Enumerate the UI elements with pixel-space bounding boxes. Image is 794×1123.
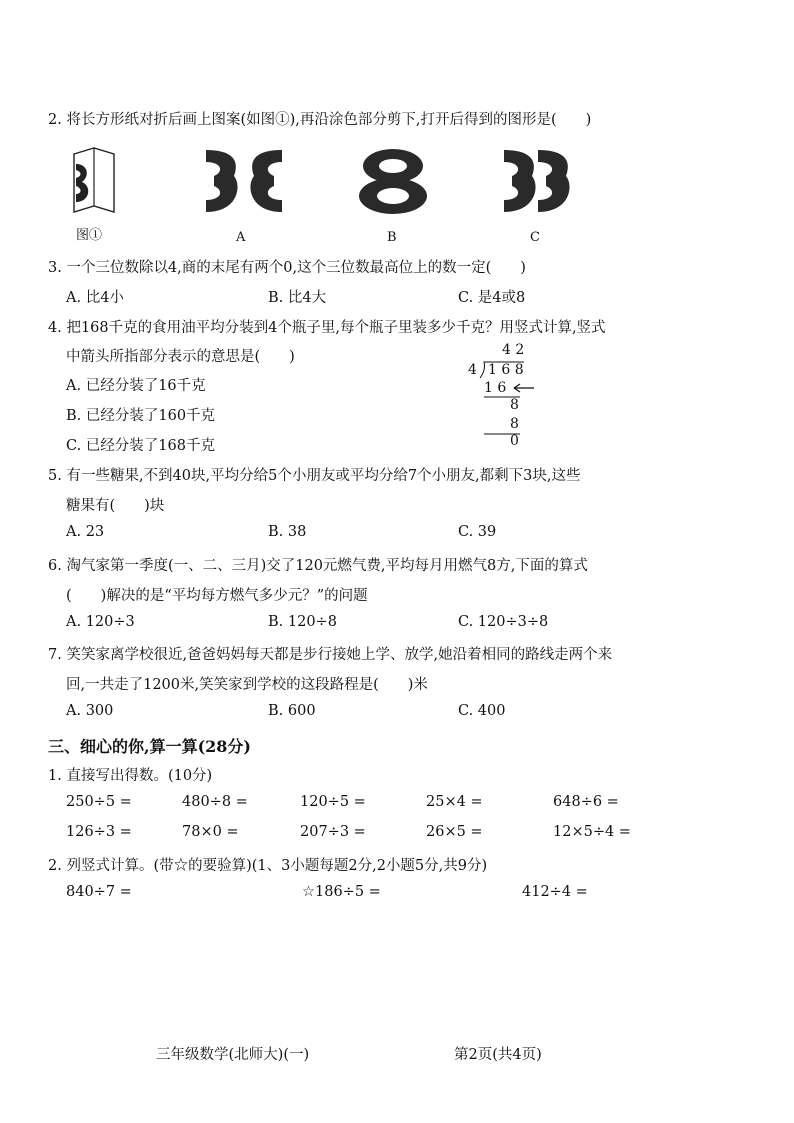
q4-option-b: B. 已经分装了160千克	[66, 408, 216, 424]
calc-item: 25×4 =	[426, 794, 483, 810]
q7-option-a: A. 300	[66, 703, 114, 719]
division-dividend: 1 6 8	[488, 362, 524, 378]
calc-item: 207÷3 =	[300, 824, 366, 840]
q5-stem-line2: 糖果有( )块	[66, 498, 165, 514]
q3-stem: 3. 一个三位数除以4,商的末尾有两个0,这个三位数最高位上的数一定( )	[48, 260, 526, 276]
division-remainder: 0	[510, 433, 519, 449]
q6-option-c: C. 120÷3÷8	[458, 614, 549, 630]
q6-option-a: A. 120÷3	[66, 614, 135, 630]
section3-title: 三、细心的你,算一算(28分)	[48, 737, 251, 756]
q6-stem-line1: 6. 淘气家第一季度(一、二、三月)交了120元燃气费,平均每月用燃气8方,下面的算式	[48, 558, 588, 574]
q6-option-b: B. 120÷8	[268, 614, 337, 630]
calc-item: 648÷6 =	[553, 794, 619, 810]
footer-grade-label: 三年级数学(北师大)(一)	[156, 1047, 310, 1063]
option-c-label: C	[530, 230, 540, 245]
division-divisor: 4	[468, 362, 477, 378]
fig1-label: 图①	[76, 228, 103, 243]
section3-part1-title: 1. 直接写出得数。(10分)	[48, 768, 213, 784]
option-a-shape	[204, 146, 284, 216]
q4-option-a: A. 已经分装了16千克	[66, 378, 206, 394]
q5-option-a: A. 23	[66, 524, 105, 540]
q4-stem-line1: 4. 把168千克的食用油平均分装到4个瓶子里,每个瓶子里装多少千克？用竖式计算,竖式	[48, 320, 606, 336]
footer-page-number: 第2页(共4页)	[454, 1047, 542, 1063]
q5-option-c: C. 39	[458, 524, 497, 540]
section3-part2-title: 2. 列竖式计算。(带☆的要验算)(1、3小题每题2分,2小题5分,共9分)	[48, 858, 488, 874]
vertical-calc-item: 840÷7 =	[66, 884, 132, 900]
calc-item: 78×0 =	[182, 824, 239, 840]
q7-option-b: B. 600	[268, 703, 316, 719]
q5-option-b: B. 38	[268, 524, 307, 540]
long-division	[462, 342, 552, 452]
division-quotient: 4 2	[502, 342, 525, 358]
division-step2: 8	[510, 397, 519, 413]
option-b-label: B	[387, 230, 397, 245]
calc-item: 250÷5 =	[66, 794, 132, 810]
q3-option-b: B. 比4大	[268, 290, 327, 306]
calc-item: 126÷3 =	[66, 824, 132, 840]
q4-option-c: C. 已经分装了168千克	[66, 438, 215, 454]
q3-option-a: A. 比4小	[66, 290, 124, 306]
calc-item: 12×5÷4 =	[553, 824, 631, 840]
q6-stem-line2: ( )解决的是“平均每方燃气多少元？”的问题	[66, 588, 368, 604]
option-c-shape	[502, 146, 578, 216]
division-step3: 8	[510, 416, 519, 432]
q7-stem-line2: 回,一共走了1200米,笑笑家到学校的这段路程是( )米	[66, 677, 428, 693]
vertical-calc-item: ☆186÷5 =	[302, 884, 381, 900]
q4-stem-line2: 中箭头所指部分表示的意思是( )	[66, 349, 295, 365]
division-lines	[462, 342, 552, 452]
division-step1: 1 6	[484, 380, 507, 396]
calc-item: 480÷8 =	[182, 794, 248, 810]
calc-item: 26×5 =	[426, 824, 483, 840]
option-b-shape	[355, 146, 431, 216]
q7-stem-line1: 7. 笑笑家离学校很近,爸爸妈妈每天都是步行接她上学、放学,她沿着相同的路线走两个来	[48, 647, 613, 663]
option-a-label: A	[236, 230, 246, 245]
calc-item: 120÷5 =	[300, 794, 366, 810]
q7-option-c: C. 400	[458, 703, 506, 719]
q3-option-c: C. 是4或8	[458, 290, 526, 306]
q5-stem-line1: 5. 有一些糖果,不到40块,平均分给5个小朋友或平均分给7个小朋友,都剩下3块,这些	[48, 468, 581, 484]
vertical-calc-item: 412÷4 =	[522, 884, 588, 900]
q2-stem: 2. 将长方形纸对折后画上图案(如图①),再沿涂色部分剪下,打开后得到的图形是( )	[48, 112, 592, 128]
folded-paper-figure	[72, 146, 116, 216]
